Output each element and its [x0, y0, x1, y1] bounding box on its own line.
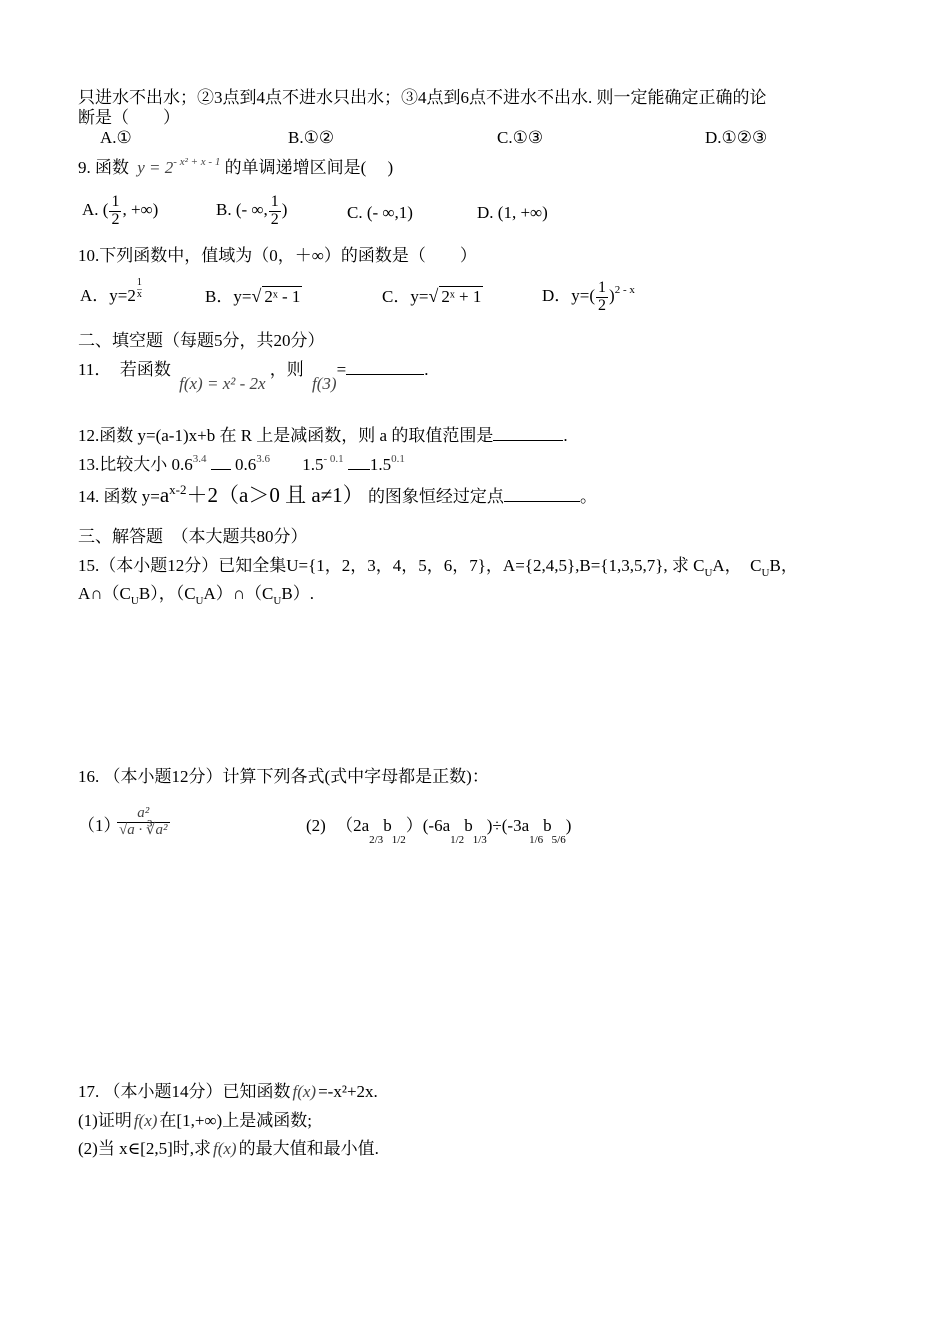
q8-text-line1: 只进水不出水；②3点到4点不进水只出水；③4点到6点不进水不出水. 则一定能确定正确的论: [78, 88, 767, 107]
q13-exp-4: 0.1: [391, 453, 405, 465]
q15-line-1: 15.（本小题12分）已知全集U={1，2，3，4，5，6，7}，A={2,4,5},B={1,3,5,7}, 求 $C_UA$， $C_UB$，: [78, 556, 798, 579]
q10-option-d-label: D．y=(: [542, 286, 596, 306]
q10-option-b: B．y=√ 2ˣ - 1: [205, 286, 301, 306]
q15-line-2: $A\cap(C_UB)$，$(C_UA)\cap(C_UB)$.: [78, 584, 314, 607]
q8-option-c: C.①③: [497, 128, 544, 147]
q12: [78, 426, 568, 446]
q9-option-b-head: (- ∞,: [235, 200, 268, 220]
q9-suffix: 的单调递增区间是( ): [224, 158, 394, 177]
q16-part-1-expression: [116, 806, 171, 839]
section-3-heading: 三、解答题 （本大题共80分）: [78, 527, 308, 546]
q13-blank-1[interactable]: [211, 455, 231, 470]
q14-end: 。: [579, 487, 597, 506]
q9-function: y = 2: [137, 158, 174, 177]
q10-option-a-label: A．y=2: [80, 286, 136, 305]
q13-exp-2: 3.6: [256, 453, 270, 465]
q9-option-b-fraction: $\frac{1}{2}$: [270, 193, 279, 228]
q9-option-b-tail: ): [281, 200, 288, 220]
q16-part-1-label: （1）: [78, 816, 121, 835]
q8-option-b: B.①②: [288, 128, 335, 147]
q11-end: .: [424, 360, 429, 379]
q9-option-a: A. ( $\frac{1}{2}$ , +∞): [82, 193, 159, 228]
q11-function: f(x) = x² - 2x: [179, 374, 266, 393]
q16-part-2-expression: $(2a_{2/3}b_{1/2})(-6a_{1/2}b_{1/3})\div(-3a_{1/6}b_{5/6})$: [336, 816, 572, 846]
q13-mid-2: 1.5: [302, 455, 324, 474]
q9-option-a-tail: , +∞): [122, 200, 159, 220]
q9-exponent: - x² + x - 1: [173, 156, 221, 168]
section-2-heading: 二、填空题（每题5分，共20分）: [78, 331, 325, 350]
q13-mid-1: 0.6: [235, 455, 257, 474]
q16-stem: 16. （本小题12分）计算下列各式(式中字母都是正数)：: [78, 767, 489, 786]
q10-option-b-radicand: 2ˣ - 1: [264, 287, 301, 306]
q9-option-a-fraction: $\frac{1}{2}$: [111, 193, 120, 228]
q10-option-a: [80, 277, 143, 308]
q11-ask: f(3): [312, 374, 337, 393]
q9-option-c: C. (- ∞,1): [347, 203, 413, 222]
q8-option-a: A.①: [100, 128, 132, 147]
q12-text: 12.函数 y=(a-1)x+b 在 R 上是减函数，则 a 的取值范围是: [78, 426, 494, 445]
q10-option-d-fraction: $\frac{1}{2}$: [598, 279, 607, 314]
q14-suffix: 的图象恒经过定点: [367, 487, 504, 506]
q16-part-2: [306, 816, 572, 846]
q11-answer-blank[interactable]: [346, 360, 424, 375]
q9-stem: [78, 158, 393, 178]
q9-option-b: [216, 194, 287, 229]
q9-option-a-label: A.: [82, 200, 99, 220]
q8-option-d: D.①②③: [705, 128, 768, 147]
q17-part-1: (1)证明 f(x) 在[1,+∞)上是减函数;: [78, 1111, 312, 1130]
q11-mid: ，则: [269, 360, 304, 379]
q11: [78, 360, 429, 393]
q17-stem: 17. （本小题14分）已知函数 f(x) =-x²+2x.: [78, 1082, 378, 1101]
q14-tail: ＋2（a＞0 且 a≠1）: [186, 483, 364, 507]
q10-option-c-label: C．y=: [382, 287, 429, 306]
q14-prefix: 14. 函数 y=: [78, 487, 160, 506]
q13-exp-3: - 0.1: [323, 453, 344, 465]
q9-option-d: D. (1, +∞): [477, 203, 548, 222]
q10-option-d-tail: ): [609, 286, 615, 306]
q14-exponent: x-2: [169, 482, 187, 497]
q17-function: f(x): [292, 1082, 317, 1101]
q14-answer-blank[interactable]: [504, 487, 580, 502]
q12-end: .: [563, 426, 568, 445]
q10-option-c: C．y=√ 2ˣ + 1: [382, 286, 482, 306]
q11-suffix: =: [336, 360, 347, 379]
q16-part-2-label: (2): [306, 816, 326, 835]
q13: [78, 455, 405, 475]
q10-stem: 10.下列函数中，值域为（0，＋∞）的函数是（ ）: [78, 246, 477, 265]
q12-answer-blank[interactable]: [493, 426, 563, 441]
q10-option-b-label: B．y=: [205, 287, 252, 306]
q16-part-1-numerator: a²: [117, 806, 170, 823]
q13-blank-2[interactable]: [348, 455, 370, 470]
q8-text-line2: 断是（ ）: [78, 108, 180, 127]
q9-prefix: 9. 函数: [78, 158, 129, 177]
q10-option-d: [542, 280, 635, 315]
q14: [78, 483, 597, 508]
q13-prefix: 13.比较大小 0.6: [78, 455, 193, 474]
q14-base: a: [159, 483, 170, 507]
q10-option-c-radicand: 2ˣ + 1: [441, 287, 482, 306]
q13-exp-1: 3.4: [192, 453, 207, 465]
q16-part-1-denominator: √a · ∛a²: [119, 821, 168, 838]
q13-mid-3: 1.5: [369, 455, 392, 474]
q9-option-b-label: B.: [216, 200, 232, 220]
q11-prefix: 11． 若函数: [78, 360, 171, 379]
q10-option-d-exponent: 2 - x: [614, 284, 635, 297]
q17-part-2: (2)当 x∈[2,5]时,求 f(x) 的最大值和最小值.: [78, 1139, 379, 1158]
q10-option-a-exponent: $\frac{1}{x}$: [136, 277, 142, 300]
